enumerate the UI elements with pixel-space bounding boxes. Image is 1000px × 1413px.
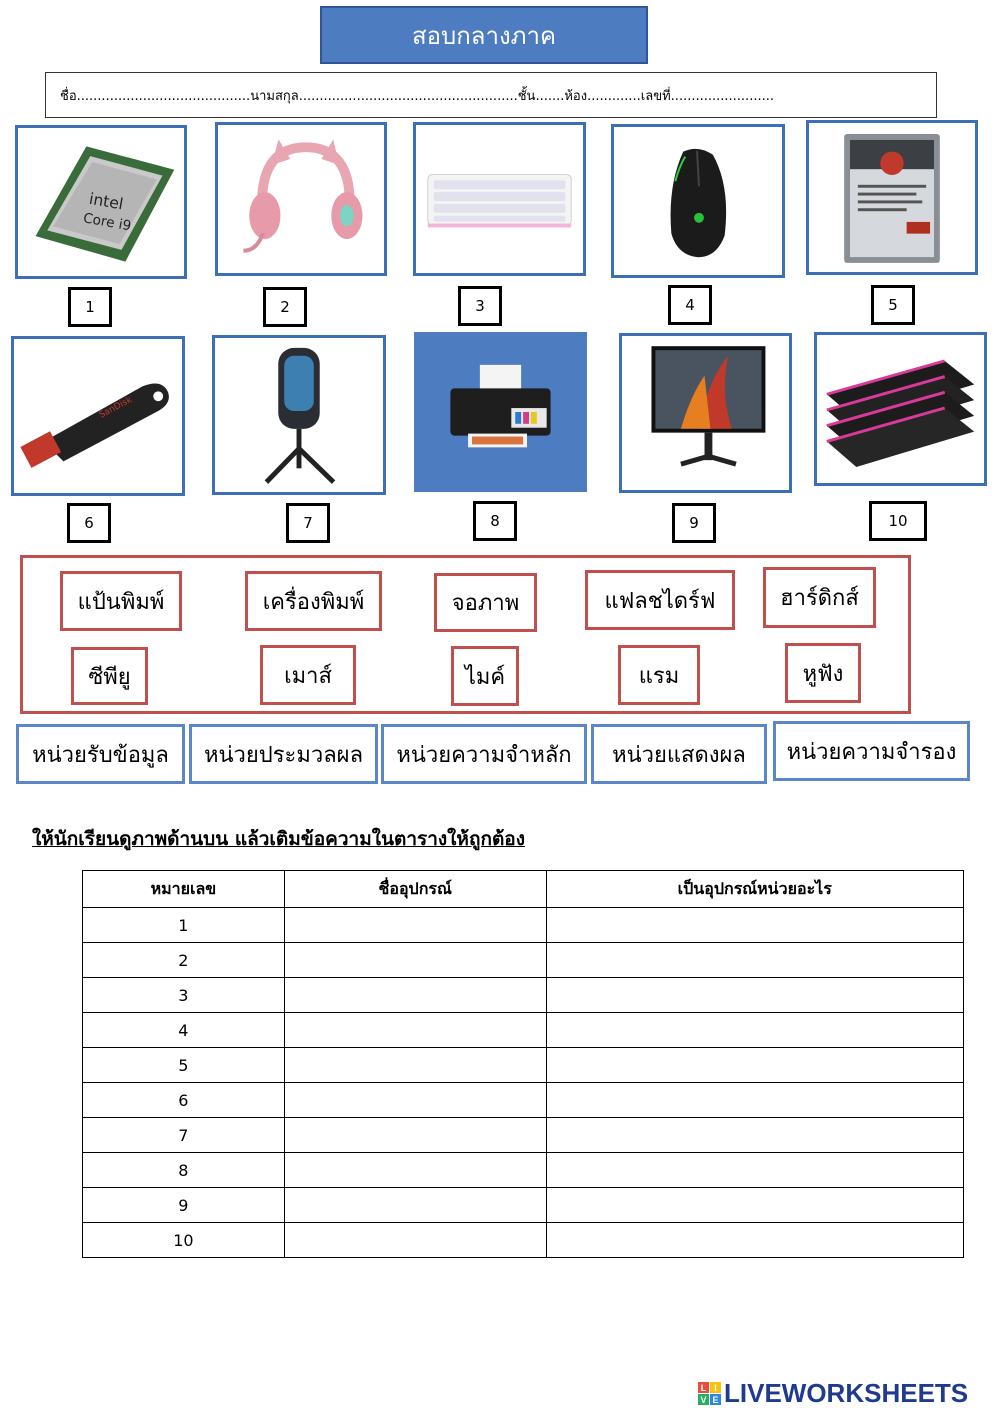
- unit-output[interactable]: หน่วยแสดงผล: [591, 724, 767, 784]
- image-2-headphones: [215, 122, 387, 276]
- unit-type-cell[interactable]: [546, 1118, 964, 1153]
- header-unit-type: เป็นอุปกรณ์หน่วยอะไร: [546, 871, 964, 908]
- number-label-6: 6: [67, 503, 111, 543]
- row-number: 8: [83, 1153, 285, 1188]
- number-label-10: 10: [869, 501, 927, 541]
- unit-type-cell[interactable]: [546, 1083, 964, 1118]
- number-label-1: 1: [68, 287, 112, 327]
- table-row: [83, 1013, 964, 1048]
- row-number: 7: [83, 1118, 285, 1153]
- row-number: 2: [83, 943, 285, 978]
- logo-badge-icon: [698, 1382, 721, 1405]
- logo-badge-l: L: [698, 1382, 709, 1393]
- unit-secondary-storage[interactable]: หน่วยความจำรอง: [773, 721, 970, 781]
- hard-disk-icon: [809, 123, 975, 272]
- device-name-cell[interactable]: [284, 908, 546, 943]
- image-7-microphone: [212, 335, 386, 495]
- row-number: 1: [83, 908, 285, 943]
- device-name-cell[interactable]: [284, 1013, 546, 1048]
- table-row: [83, 908, 964, 943]
- number-label-3: 3: [458, 286, 502, 326]
- word-flash-drive[interactable]: แฟลชไดร์ฟ: [585, 570, 735, 630]
- word-keyboard[interactable]: แป้นพิมพ์: [60, 571, 182, 631]
- headphones-icon: [218, 125, 384, 273]
- table-row: [83, 1083, 964, 1118]
- unit-processing[interactable]: หน่วยประมวลผล: [189, 724, 378, 784]
- word-ram[interactable]: แรม: [618, 645, 700, 705]
- liveworksheets-logo: [698, 1378, 968, 1409]
- unit-type-cell[interactable]: [546, 908, 964, 943]
- image-9-monitor: [619, 333, 792, 493]
- unit-type-cell[interactable]: [546, 943, 964, 978]
- unit-main-memory[interactable]: หน่วยความจำหลัก: [381, 724, 587, 784]
- number-label-5: 5: [871, 285, 915, 325]
- image-8-printer: [414, 332, 587, 492]
- number-label-2: 2: [263, 287, 307, 327]
- word-printer[interactable]: เครื่องพิมพ์: [245, 571, 382, 631]
- word-headphones[interactable]: หูฟัง: [785, 643, 861, 703]
- table-row: [83, 1048, 964, 1083]
- device-name-cell[interactable]: [284, 1188, 546, 1223]
- device-name-cell[interactable]: [284, 1118, 546, 1153]
- image-4-mouse: [611, 124, 785, 278]
- word-monitor[interactable]: จอภาพ: [434, 573, 537, 632]
- answer-table: [82, 870, 964, 1258]
- flash-drive-icon: [14, 339, 182, 493]
- row-number: 6: [83, 1083, 285, 1118]
- row-number: 4: [83, 1013, 285, 1048]
- monitor-icon: [622, 336, 789, 490]
- number-label-4: 4: [668, 285, 712, 325]
- word-microphone[interactable]: ไมค์: [451, 646, 519, 706]
- table-row: [83, 1223, 964, 1258]
- table-row: [83, 943, 964, 978]
- device-name-cell[interactable]: [284, 1083, 546, 1118]
- page-title: สอบกลางภาค: [320, 6, 648, 64]
- row-number: 10: [83, 1223, 285, 1258]
- unit-type-cell[interactable]: [546, 1188, 964, 1223]
- printer-icon: [417, 335, 584, 489]
- word-cpu[interactable]: ซีพียู: [71, 647, 148, 705]
- instruction-text: ให้นักเรียนดูภาพด้านบน แล้วเติมข้อความในตารางให้ถูกต้อง: [32, 828, 525, 850]
- device-name-cell[interactable]: [284, 1223, 546, 1258]
- unit-type-cell[interactable]: [546, 1223, 964, 1258]
- unit-input[interactable]: หน่วยรับข้อมูล: [16, 724, 185, 784]
- table-row: [83, 1153, 964, 1188]
- svg-text:intel: intel: [87, 189, 125, 214]
- svg-text:Core i9: Core i9: [81, 210, 133, 235]
- unit-type-cell[interactable]: [546, 1048, 964, 1083]
- image-3-keyboard: [413, 122, 586, 276]
- number-label-8: 8: [473, 501, 517, 541]
- keyboard-icon: [416, 125, 583, 273]
- logo-badge-e: E: [710, 1394, 721, 1405]
- row-number: 3: [83, 978, 285, 1013]
- image-6-flash-drive: [11, 336, 185, 496]
- svg-text:SanDisk: SanDisk: [97, 395, 134, 421]
- header-number: หมายเลข: [83, 871, 285, 908]
- student-info-line: ชื่อ..........................................นามสกุล.....................................................ชั้น.......ห้อง.............เลขที่.........................: [45, 72, 937, 118]
- logo-text: LIVEWORKSHEETS: [724, 1378, 969, 1408]
- row-number: 9: [83, 1188, 285, 1223]
- table-header-row: [83, 871, 964, 908]
- image-5-hard-disk: [806, 120, 978, 275]
- unit-type-cell[interactable]: [546, 1013, 964, 1048]
- cpu-icon: [18, 128, 184, 276]
- unit-type-cell[interactable]: [546, 1153, 964, 1188]
- logo-badge-i: I: [710, 1382, 721, 1393]
- table-row: [83, 1188, 964, 1223]
- header-device-name: ชื่ออุปกรณ์: [284, 871, 546, 908]
- number-label-9: 9: [672, 503, 716, 543]
- image-1-cpu: [15, 125, 187, 279]
- image-10-ram: [814, 332, 987, 486]
- device-name-cell[interactable]: [284, 1048, 546, 1083]
- word-mouse[interactable]: เมาส์: [260, 645, 356, 705]
- mouse-icon: [614, 127, 782, 275]
- logo-badge-v: V: [698, 1394, 709, 1405]
- device-name-cell[interactable]: [284, 943, 546, 978]
- word-hard-disk[interactable]: ฮาร์ดิกส์: [763, 567, 876, 628]
- number-label-7: 7: [286, 503, 330, 543]
- device-name-cell[interactable]: [284, 978, 546, 1013]
- row-number: 5: [83, 1048, 285, 1083]
- ram-icon: [817, 335, 984, 483]
- table-row: [83, 1118, 964, 1153]
- microphone-icon: [215, 338, 383, 492]
- device-name-cell[interactable]: [284, 1153, 546, 1188]
- table-row: [83, 978, 964, 1013]
- unit-type-cell[interactable]: [546, 978, 964, 1013]
